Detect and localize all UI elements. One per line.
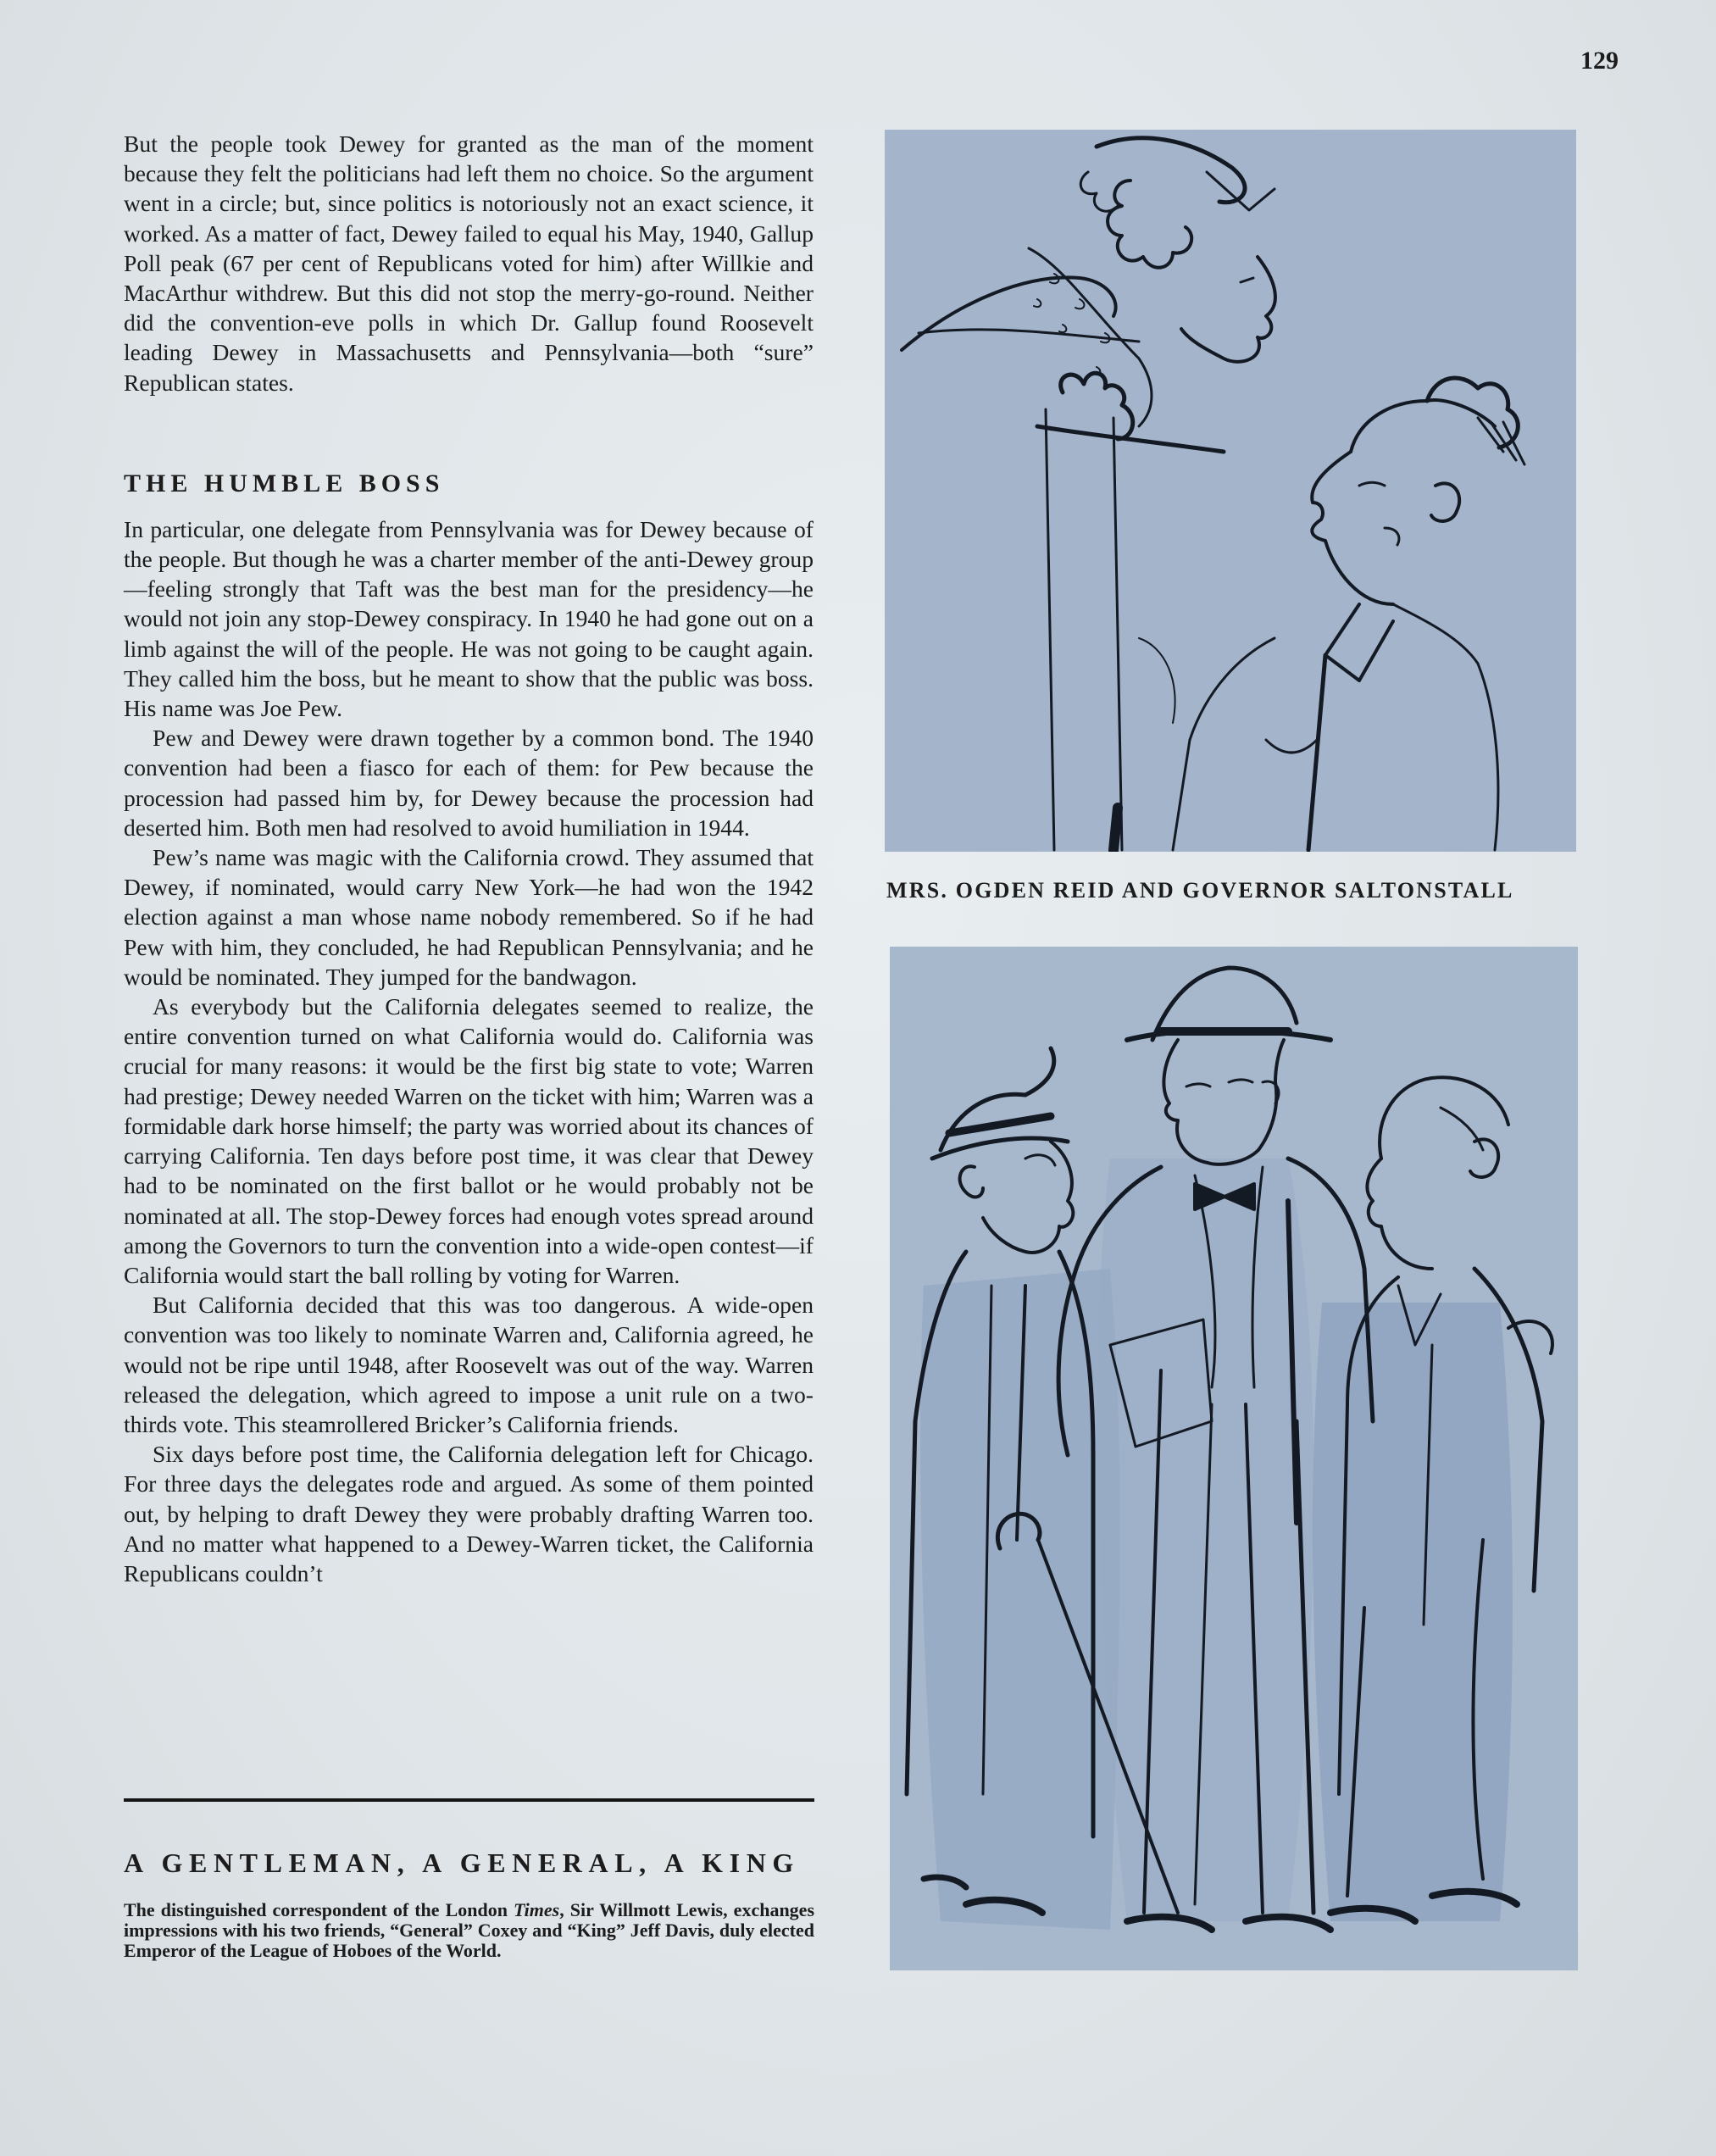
- article-paragraph: But California decided that this was too dangerous. A wide-open convention was too likely to nominate Warren and, California agreed, he would not be ripe until 1948, after Roosevelt was out of the way. Warren released the delegation, which agreed to impose a unit rule on a two-thirds vote. This steamrollered Bricker’s California friends.: [124, 1292, 814, 1437]
- article-paragraph: Pew and Dewey were drawn together by a common bond. The 1940 convention had been a fiasco for each of them: for Pew because the procession had passed him by, for Dewey because the procession had deserted him. Both men had resolved to avoid humiliation in 1944.: [124, 725, 814, 841]
- illustration-caption-body: [124, 1900, 814, 1961]
- illustration-caption: MRS. OGDEN REID AND GOVERNOR SALTONSTALL: [886, 878, 1514, 903]
- article-paragraph: In particular, one delegate from Pennsylvania was for Dewey because of the people. But though he was a charter member of the anti-Dewey group—feeling strongly that Taft was the best man for the presidency—he would not join any stop-Dewey conspiracy. In 1940 he had gone out on a limb against the will of the people. He was not going to be caught again. They called him the boss, but he meant to show that the public was boss. His name was Joe Pew.: [124, 515, 814, 722]
- article-paragraph: Six days before post time, the California delegation left for Chicago. For three days the delegates rode and argued. As some of them pointed out, by helping to draft Dewey they were probably drafting Warren too. And no matter what happened to a Dewey-Warren ticket, the California Republicans couldn’t: [124, 1441, 814, 1586]
- caption-text: , Sir Willmott Lewis, exchanges impressions with his two friends, “General” Coxey and “King” Jeff Davis, duly elected Emperor of the League of Hoboes of the World.: [124, 1899, 814, 1961]
- section-heading: THE HUMBLE BOSS: [124, 469, 445, 497]
- article-paragraph: Pew’s name was magic with the California crowd. They assumed that Dewey, if nominated, would carry New York—he had won the 1942 election against a man whose name nobody remembered. So if he had Pew with him, they concluded, he had Republican Pennsylvania; and he would be nominated. They jumped for the bandwagon.: [124, 844, 814, 990]
- caption-text: The distinguished correspondent of the London: [124, 1899, 514, 1920]
- sketch-drawing: [885, 130, 1576, 852]
- article-text-column: [124, 129, 814, 1588]
- sketch-drawing: [890, 947, 1578, 1970]
- page-number: 129: [1580, 47, 1619, 75]
- illustration-reid-saltonstall: [885, 130, 1576, 852]
- article-paragraph: But the people took Dewey for granted as the man of the moment because they felt the politicians had left them no choice. So the argument went in a circle; but, since politics is notoriously not an exact science, it worked. As a matter of fact, Dewey failed to equal his May, 1940, Gallup Poll peak (67 per cent of Republicans voted for him) after Willkie and MacArthur withdrew. But this did not stop the merry-go-round. Neither did the convention-eve polls in which Dr. Gallup found Roosevelt leading Dewey in Massachusetts and Pennsylvania—both “sure” Republican states.: [124, 131, 814, 396]
- illustration-gentleman-general-king: [890, 947, 1578, 1970]
- illustration-caption-title: A GENTLEMAN, A GENERAL, A KING: [124, 1848, 800, 1878]
- caption-italic-text: Times: [514, 1899, 560, 1920]
- article-paragraph: As everybody but the California delegates seemed to realize, the entire convention turned on what California would do. California was crucial for many reasons: it would be the first big state to vote; Warren had prestige; Dewey needed Warren on the ticket with him; Warren was a formidable dark horse himself; the party was worried about its chances of carrying California. Ten days before post time, it was clear that Dewey had to be nominated on the first ballot or he would probably not be nominated at all. The stop-Dewey forces had enough votes spread around among the Governors to turn the convention into a wide-open contest—if California would start the ball rolling by voting for Warren.: [124, 993, 814, 1288]
- caption-divider-rule: [124, 1798, 814, 1802]
